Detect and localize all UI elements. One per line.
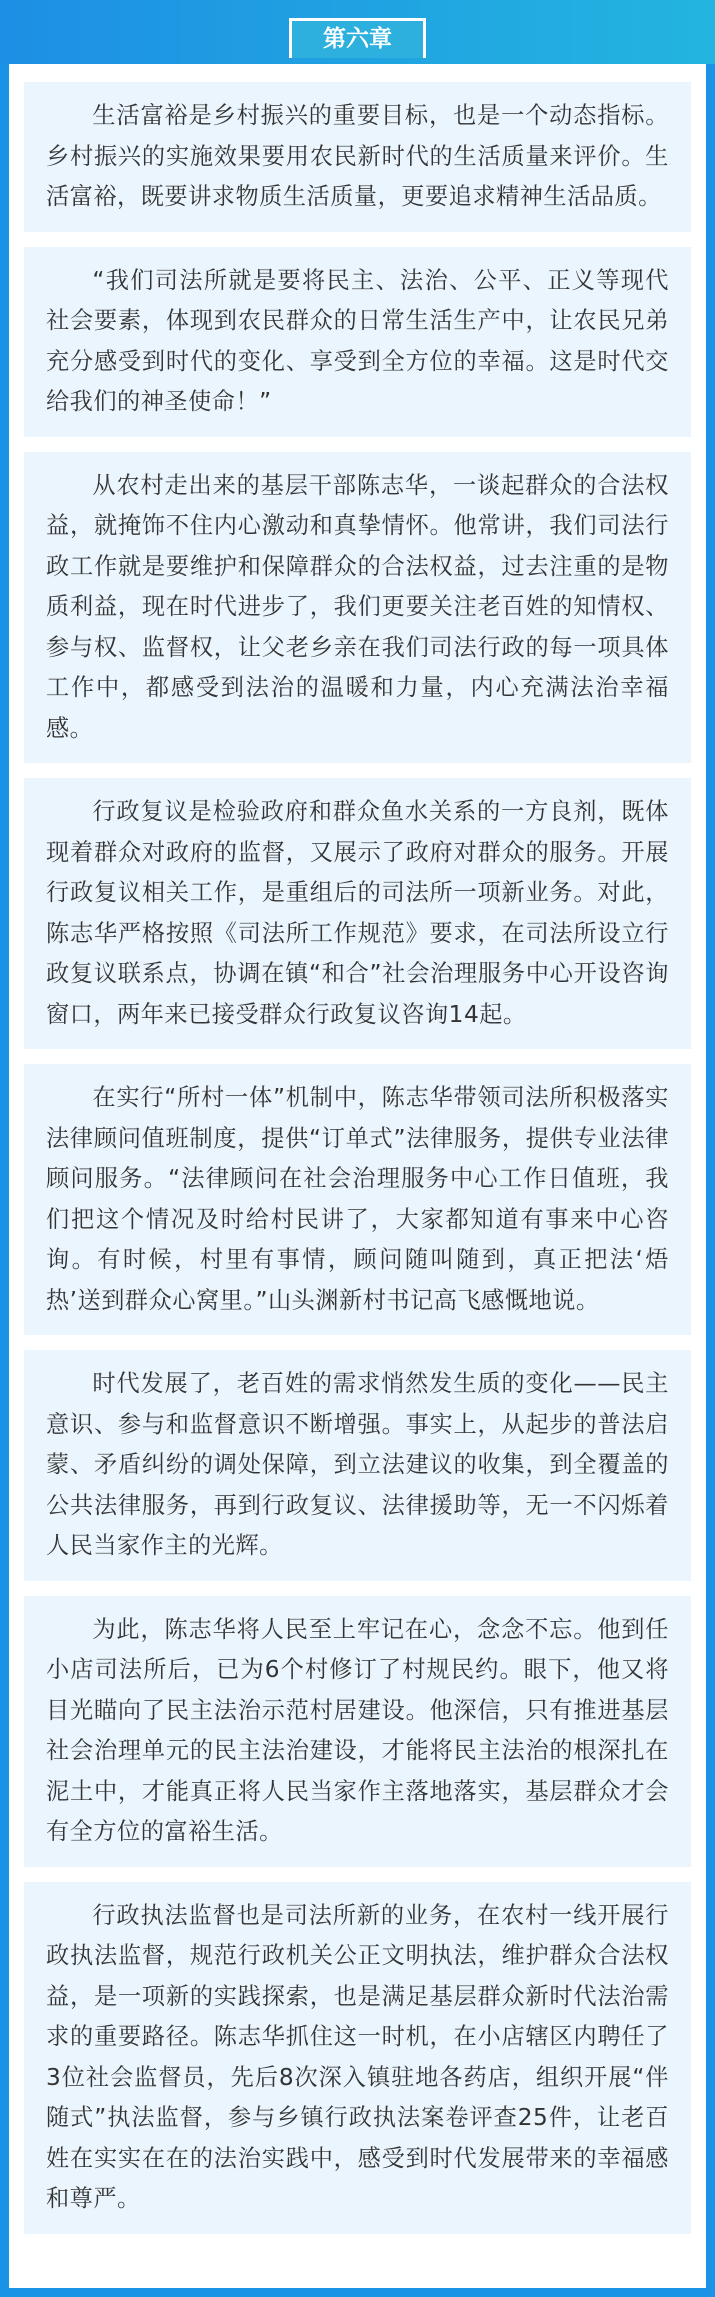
paragraph-3: 从农村走出来的基层干部陈志华，一谈起群众的合法权益，就掩饰不住内心激动和真挚情怀。他常讲，我们司法行政工作就是要维护和保障群众的合法权益，过去注重的是物质利益，现在时代进步了，我们更要关注老百姓的知情权、参与权、监督权，让父老乡亲在我们司法行政的每一项具体工作中，都感受到法治的温暖和力量，内心充满法治幸福感。 — [24, 452, 691, 764]
paragraph-5: 在实行“所村一体”机制中，陈志华带领司法所积极落实法律顾问值班制度，提供“订单式”法律服务，提供专业法律顾问服务。“法律顾问在社会治理服务中心工作日值班，我们把这个情况及时给村民讲了，大家都知道有事来中心咨询。有时候，村里有事情，顾问随叫随到，真正把法‘焐热’送到群众心窝里。”山头渊新村书记高飞感慨地说。 — [24, 1064, 691, 1335]
paragraph-7: 为此，陈志华将人民至上牢记在心，念念不忘。他到任小店司法所后，已为6个村修订了村规民约。眼下，他又将目光瞄向了民主法治示范村居建设。他深信，只有推进基层社会治理单元的民主法治建设，才能将民主法治的根深扎在泥土中，才能真正将人民当家作主落地落实，基层群众才会有全方位的富裕生活。 — [24, 1596, 691, 1867]
paragraph-2: “我们司法所就是要将民主、法治、公平、正义等现代社会要素，体现到农民群众的日常生活生产中，让农民兄弟充分感受到时代的变化、享受到全方位的幸福。这是时代交给我们的神圣使命！” — [24, 247, 691, 437]
header-banner — [0, 0, 715, 64]
article-body — [24, 82, 691, 2249]
paragraph-1: 生活富裕是乡村振兴的重要目标，也是一个动态指标。乡村振兴的实施效果要用农民新时代的生活质量来评价。生活富裕，既要讲求物质生活质量，更要追求精神生活品质。 — [24, 82, 691, 232]
paragraph-4: 行政复议是检验政府和群众鱼水关系的一方良剂，既体现着群众对政府的监督，又展示了政府对群众的服务。开展行政复议相关工作，是重组后的司法所一项新业务。对此，陈志华严格按照《司法所工作规范》要求，在司法所设立行政复议联系点，协调在镇“和合”社会治理服务中心开设咨询窗口，两年来已接受群众行政复议咨询14起。 — [24, 778, 691, 1049]
paragraph-6: 时代发展了，老百姓的需求悄然发生质的变化——民主意识、参与和监督意识不断增强。事实上，从起步的普法启蒙、矛盾纠纷的调处保障，到立法建议的收集，到全覆盖的公共法律服务，再到行政复议、法律援助等，无一不闪烁着人民当家作主的光辉。 — [24, 1350, 691, 1581]
paragraph-8: 行政执法监督也是司法所新的业务，在农村一线开展行政执法监督，规范行政机关公正文明执法，维护群众合法权益，是一项新的实践探索，也是满足基层群众新时代法治需求的重要路径。陈志华抓住这一时机，在小店辖区内聘任了3位社会监督员，先后8次深入镇驻地各药店，组织开展“伴随式”执法监督，参与乡镇行政执法案卷评查25件，让老百姓在实实在在的法治实践中，感受到时代发展带来的幸福感和尊严。 — [24, 1882, 691, 2234]
chapter-title: 第六章 — [289, 18, 426, 58]
